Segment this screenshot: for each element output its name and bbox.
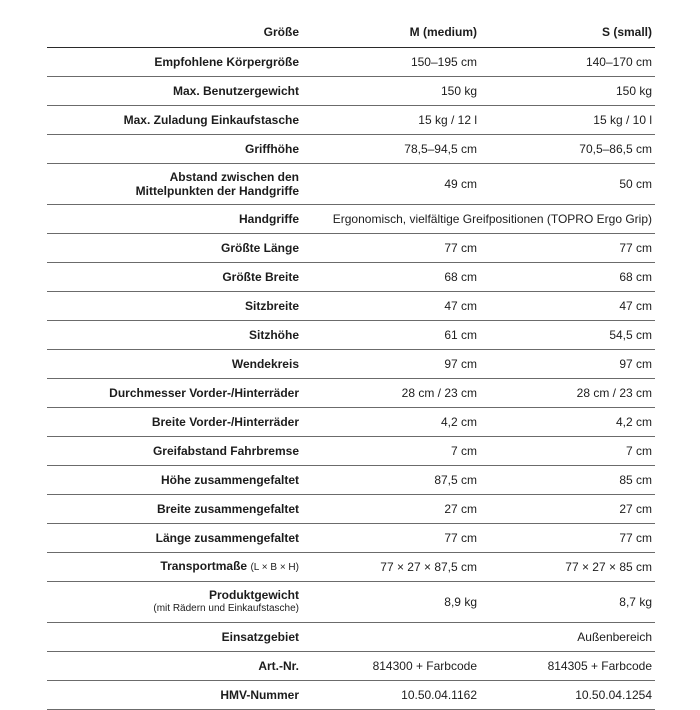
row-label: Max. Zuladung Einkaufstasche <box>47 106 307 135</box>
row-handgriffe <box>47 205 655 234</box>
row-produktgewicht <box>47 582 655 623</box>
row-label: Einsatzgebiet <box>47 623 307 652</box>
row-sitzbreite <box>47 292 655 321</box>
value-small: 70,5–86,5 cm <box>481 135 655 164</box>
value-medium: 8,9 kg <box>307 582 481 623</box>
row-zuladung <box>47 106 655 135</box>
row-label: Wendekreis <box>47 350 307 379</box>
row-label: Länge zusammengefaltet <box>47 524 307 553</box>
row-breite-gefaltet <box>47 495 655 524</box>
value-small: 814305 + Farbcode <box>481 652 655 681</box>
header-small: S (small) <box>481 16 655 48</box>
value-medium: 7 cm <box>307 437 481 466</box>
row-label: Art.-Nr. <box>47 652 307 681</box>
value-medium: 15 kg / 12 l <box>307 106 481 135</box>
value-small: 150 kg <box>481 77 655 106</box>
value-small: 77 cm <box>481 524 655 553</box>
value-small: 28 cm / 23 cm <box>481 379 655 408</box>
row-label-note: (L × B × H) <box>250 562 299 573</box>
row-label: Sitzbreite <box>47 292 307 321</box>
value-both: Ergonomisch, vielfältige Greifpositionen (TOPRO Ergo Grip) <box>307 205 655 234</box>
header-medium: M (medium) <box>307 16 481 48</box>
row-abstand-handgriffe <box>47 164 655 205</box>
value-medium: 77 × 27 × 87,5 cm <box>307 553 481 582</box>
row-label: Max. Benutzergewicht <box>47 77 307 106</box>
value-medium: 150 kg <box>307 77 481 106</box>
row-griffhoehe <box>47 135 655 164</box>
row-label <box>47 164 307 205</box>
row-label-line1: Produktgewicht <box>208 588 299 602</box>
spec-table <box>47 16 655 710</box>
value-medium: 4,2 cm <box>307 408 481 437</box>
value-small: 7 cm <box>481 437 655 466</box>
value-small: 68 cm <box>481 263 655 292</box>
value-medium: 78,5–94,5 cm <box>307 135 481 164</box>
row-label: Handgriffe <box>47 205 307 234</box>
value-small: 77 cm <box>481 234 655 263</box>
row-hoehe-gefaltet <box>47 466 655 495</box>
value-medium: 77 cm <box>307 234 481 263</box>
value-small: 50 cm <box>481 164 655 205</box>
value-medium: 61 cm <box>307 321 481 350</box>
value-medium: 10.50.04.1162 <box>307 681 481 710</box>
value-medium <box>307 623 481 652</box>
value-small: 77 × 27 × 85 cm <box>481 553 655 582</box>
value-medium: 68 cm <box>307 263 481 292</box>
value-small: Außenbereich <box>481 623 655 652</box>
row-koerpergroesse <box>47 48 655 77</box>
row-durchmesser-raeder <box>47 379 655 408</box>
row-einsatzgebiet <box>47 623 655 652</box>
row-benutzergewicht <box>47 77 655 106</box>
value-small: 27 cm <box>481 495 655 524</box>
row-label <box>47 582 307 623</box>
row-label: Größte Länge <box>47 234 307 263</box>
row-label: Breite Vorder-/Hinterräder <box>47 408 307 437</box>
value-medium: 27 cm <box>307 495 481 524</box>
row-groesste-breite <box>47 263 655 292</box>
row-sitzhoehe <box>47 321 655 350</box>
row-greifabstand <box>47 437 655 466</box>
row-label: Sitzhöhe <box>47 321 307 350</box>
row-label-line1: Abstand zwischen den <box>169 170 299 184</box>
value-medium: 150–195 cm <box>307 48 481 77</box>
row-label: Breite zusammengefaltet <box>47 495 307 524</box>
table-header-row <box>47 16 655 48</box>
value-small: 54,5 cm <box>481 321 655 350</box>
row-breite-raeder <box>47 408 655 437</box>
value-medium: 97 cm <box>307 350 481 379</box>
value-small: 4,2 cm <box>481 408 655 437</box>
value-medium: 77 cm <box>307 524 481 553</box>
value-small: 47 cm <box>481 292 655 321</box>
row-label-line2: Mittelpunkten der Handgriffe <box>135 184 299 198</box>
row-label: Greifabstand Fahrbremse <box>47 437 307 466</box>
row-label: Empfohlene Körpergröße <box>47 48 307 77</box>
value-medium: 814300 + Farbcode <box>307 652 481 681</box>
row-art-nr <box>47 652 655 681</box>
value-medium: 47 cm <box>307 292 481 321</box>
value-medium: 87,5 cm <box>307 466 481 495</box>
row-label: HMV-Nummer <box>47 681 307 710</box>
value-small: 140–170 cm <box>481 48 655 77</box>
row-hmv-nummer <box>47 681 655 710</box>
row-label: Größte Breite <box>47 263 307 292</box>
value-small: 85 cm <box>481 466 655 495</box>
value-small: 8,7 kg <box>481 582 655 623</box>
value-small: 10.50.04.1254 <box>481 681 655 710</box>
row-label-main: Transportmaße <box>160 559 248 573</box>
row-transportmasse <box>47 553 655 582</box>
row-wendekreis <box>47 350 655 379</box>
row-laenge-gefaltet <box>47 524 655 553</box>
row-label: Griffhöhe <box>47 135 307 164</box>
value-medium: 49 cm <box>307 164 481 205</box>
row-label <box>47 553 307 582</box>
value-small: 15 kg / 10 l <box>481 106 655 135</box>
value-medium: 28 cm / 23 cm <box>307 379 481 408</box>
header-size: Größe <box>47 16 307 48</box>
row-label: Durchmesser Vorder-/Hinterräder <box>47 379 307 408</box>
row-groesste-laenge <box>47 234 655 263</box>
value-small: 97 cm <box>481 350 655 379</box>
row-label-line2: (mit Rädern und Einkaufstasche) <box>153 603 299 614</box>
row-label: Höhe zusammengefaltet <box>47 466 307 495</box>
